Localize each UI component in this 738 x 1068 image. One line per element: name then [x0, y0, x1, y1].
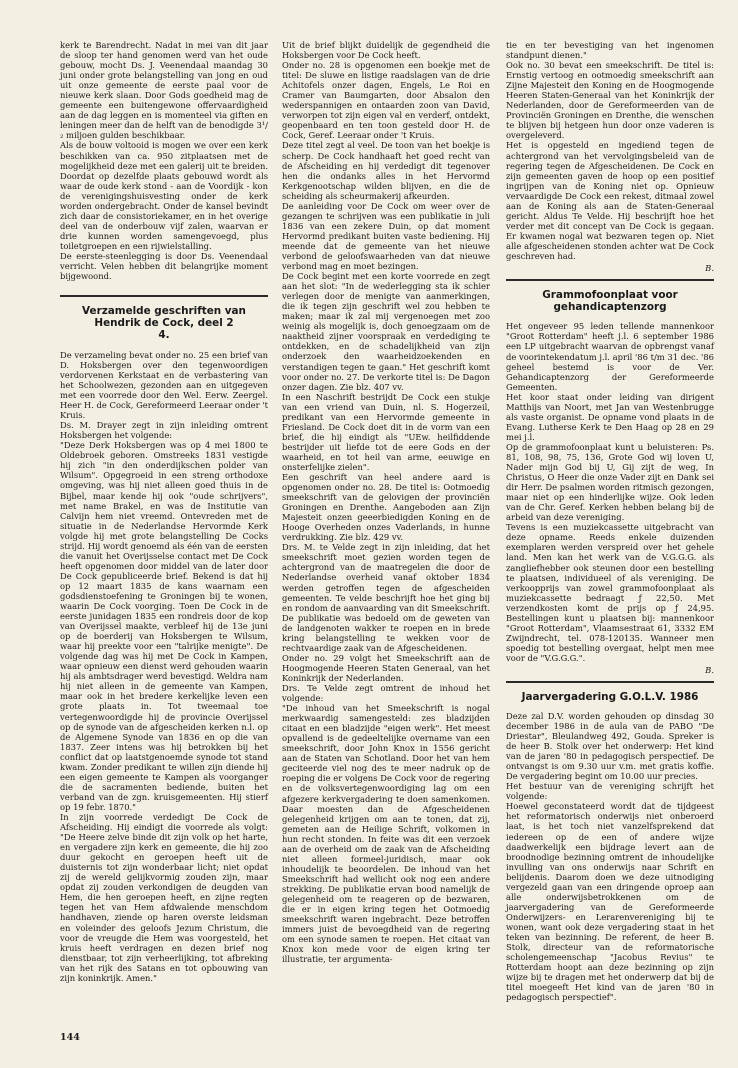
- author-initial: B.: [705, 263, 714, 274]
- paragraph: Het ongeveer 95 leden tellende mannenkoor "Groot Rotterdam" heeft j.l. 6 september 1986 een LP uitgebracht waarvan de opbrengst vanaf de voorintekendatum j.l. april '86 t/m 31 dec. '86 geheel bestemd is voor de Ver. Gehandicaptenzorg der Gereformeerde Gemeenten.: [506, 321, 714, 392]
- column-left: [60, 40, 268, 983]
- paragraph: De eerste-steenlegging is door Ds. Veenendaal verricht. Velen hebben dit belangrijke moment bijgewoond.: [60, 250, 268, 282]
- paragraph: Hoewel geconstateerd wordt dat de tijdgeest het reformatorisch onderwijs niet onberoerd laat, is het toch niet vanzelfsprekend dat iedereen op de een of andere wijze daadwerkelijk een bijdrage levert aan de broodnodige bezinning omtrent de inhoudelijke invulling van ons onderwijs naar Schrift en belijdenis. Daarom doen we deze uitnodiging vergezeld gaan van een dringende oproep aan alle onderwijsbetrokkenen om de jaarvergadering van de Gereformeerde Onderwijzers- en Lerarenvereniging bij te wonen, want ook deze vergadering staat in het teken van bezinning. De referent, de heer B. Stolk, directeur van de reformatorische scholengemeenschap "Jacobus Revius" te Rotterdam hoopt aan deze bezinning op zijn wijze bij te dragen met het onderwerp dat bij de titel moegeeft Het kind van de jaren '80 in pedagogisch perspectief".: [506, 801, 714, 1003]
- paragraph: Tevens is een muziekcassette uitgebracht van deze opname. Reeds enkele duizenden exemplaren werden verspreid over het gehele land. Men kan het werk van de V.G.G.G. als zangliefhebber ook steunen door een bestelling te plaatsen, individueel of als vereniging. De verkoopprijs van zowel grammofoonplaat als muziekcassette bedraagt ƒ 22,50. Met verzendkosten komt de prijs op ƒ 24,95. Bestellingen kunt u plaatsen bij: mannenkoor "Groot Rotterdam", Vlaamsestraat 61, 3332 EM Zwijndrecht, tel. 078-120135. Wanneer men spoedig tot bestelling overgaat, helpt men mee voor de "V.G.G.G.".: [506, 522, 714, 663]
- quoted-paragraph: "De inhoud van het Smeekschrift is nogal merkwaardig samengesteld: zes bladzijden citaat en een bladzijde "eigen werk". Het meest opvallend is de gedeeltelijke overname van een smeekschrift, door John Knox in 1556 gericht aan de Staten van Schotland. Door het van hem geciteerde viel nog des te meer nadruk op de roeping die er volgens De Cock voor de regering en de volksvertegenwoordiging lag om een afgezere kerkvergadering te doen samenkomen. Daar moesten dan de Afgescheidenen gelegenheid krijgen om aan te tonen, dat zij, gemeten aan de Heilige Schrift, volkomen in hun recht stonden. In feite was dit een verzoek aan de overheid om de zaak van de Afscheiding niet alleen formeel-juridisch, maar ook inhoudelijk te beoordelen. De inhoud van het Smeekschrift had wellicht ook nog een andere strekking. De publikatie ervan bood namelijk de gelegenheid om te reageren op de bezwaren, die er in eigen kring tegen het Ootmoedig smeekschrift waren ingebracht. Deze betroffen immers juist de bevoegdheid van de regering om een synode samen te roepen. Het citaat van Knox kon mede voor de eigen kring ter illustratie, ter argumenta-: [282, 703, 490, 965]
- paragraph: Ds. M. Drayer zegt in zijn inleiding omtrent Hoksbergen het volgende:: [60, 420, 268, 441]
- paragraph: Het koor staat onder leiding van dirigent Matthijs van Noort, met Jan van Westenbrugge als vaste organist. De opname vond plaats in de Evang. Lutherse Kerk te Den Haag op 28 en 29 mei j.l.: [506, 391, 714, 442]
- paragraph: Het bestuur van de vereniging schrijft het volgende:: [506, 781, 714, 802]
- quoted-paragraph: "Deze Derk Hoksbergen was op 4 mei 1800 te Oldebroek geboren. Omstreeks 1831 vestigde hij zich "in den onderdijkschen polder van Wilsum". Opgegroeid in een streng orthodoxe omgeving, was hij niet alleen goed thuis in de Bijbel, maar kende hij ook "oude schrijvers", met name Brakel, en was de Institutie van Calvijn hem niet vreemd. Ontevreden met de situatie in de Nederlandse Hervormde Kerk volgde hij met grote belangstelling De Cocks strijd. Hij wordt genoemd als één van de eersten die vanuit het Overijsselse contact met De Cock heeft opgenomen door middel van de later door De Cock gepubliceerde brief. Bekend is dat hij op 12 maart 1835 de kans waarnam een godsdienstoefening te Groningen bij te wonen, waarin De Cock voorging. Toen De Cock in de eerste junidagen 1835 een rondreis door de kop van Overijssel maakte, verbleef hij de 13e juni op de boerderij van Hoksbergen te Wilsum, waar hij preekte voor een "talrijke menigte". De volgende dag was hij met De Cock in Kampen, waar opnieuw een dienst werd gehouden waarin hij als ambtsdrager werd bevestigd. Weldra nam hij niet alleen in de gemeente van Kampen, maar ook in het bredere kerkelijke leven een grote plaats in. Tot tweemaal toe vertegenwoordigde hij de provincie Overijssel op de synode van de afgescheiden kerken n.l. op de Algemene Synode van 1836 en op die van 1837. Zeer intens was hij betrokken bij het conflict dat op laatstgenoemde synode tot stand kwam. Zonder predikant te willen zijn diende hij een eigen gemeente te Kampen als voorganger die de sacramenten bediende, buiten het verband van de zgn. kruisgemeenten. Hij stierf op 19 febr. 1870.": [60, 440, 268, 812]
- paragraph: Als de bouw voltooid is mogen we over een kerk beschikken van ca. 950 zitplaatsen met de mogelijkheid deze met een galerij uit te breiden. Doordat op dezelfde plaats gebouwd wordt als waar de oude kerk stond - aan de Voordijk - kon de verenigingshuisvesting onder de kerk worden ondergebracht. Onder de kansel bevindt zich daar de consistoriekamer, en in het overige deel van de onderbouw vijf zalen, waarvan er drie kunnen worden samengevoegd, plus toiletgroepen en een rijwielstalling.: [60, 140, 268, 251]
- paragraph: Het is opgesteld en ingediend tegen de achtergrond van het vervolgingsbeleid van de regering tegen de Afgescheidenen. De Cock en zijn gemeenten gaven de hoop op een positief ingrijpen van de Koning niet op. Opnieuw vervaardigde De Cock een rekest, ditmaal zowel aan de Koning als aan de Staten-Generaal gericht. Aldus Te Velde. Hij beschrijft hoe het verder met dit concept van De Cock is gegaan. Er kwamen nogal wat bezwaren tegen op. Niet alle afgescheidenen stonden achter wat De Cock geschreven had.: [506, 140, 714, 261]
- article-heading: [60, 305, 268, 342]
- article-heading: Grammofoonplaat voor gehandicaptenzorg: [542, 288, 678, 313]
- paragraph: Onder no. 29 volgt het Smeekschrift aan de Hoogmogende Heeren Staten Generaal, van het Koninkrijk der Nederlanden.: [282, 652, 490, 683]
- paragraph: Een geschrift van heel andere aard is opgenomen onder no. 28. De titel is: Ootmoedig smeekschrift van de gelovigen der provinciën Groningen en Drenthe. Aangeboden aan Zijn Majesteit onzen geeerbiedigden Koning en de Hooge Overheden onzes Vaderlands, in hunne verdrukking. Zie blz. 429 vv.: [282, 472, 490, 543]
- section-divider: [506, 681, 714, 683]
- article-title: Verzamelde geschriften van Hendrik de Cock, deel 2: [82, 304, 246, 330]
- page-number: 144: [60, 1032, 80, 1043]
- paragraph: kerk te Barendrecht. Nadat in mei van dit jaar de sloop ter hand genomen werd van het oude gebouw, mocht Ds. J. Veenendaal maandag 30 juni onder grote belangstelling van jong en oud uit onze gemeente de eerste paal voor de nieuwe kerk slaan. Door Gods goedheid mag de gemeente een buitengewone offervaardigheid aan de dag leggen en is momenteel via giften en leningen meer dan de helft van de benodigde 3¹/₂ miljoen gulden beschikbaar.: [60, 40, 268, 141]
- column-right: [506, 40, 714, 1002]
- paragraph: Onder no. 28 is opgenomen een boekje met de titel: De sluwe en listige raadslagen van de drie Achitofels onzer dagen, Engels, Le Roi en Cramer van Baumgarten, door Absalon den wederspannigen en ontaarden zoon van David, verworpen tot zijn eigen val en verderf, ontdekt, geopenbaard en ten toon gesteld door H. de Cock, Geref. Leeraar onder 't Kruis.: [282, 60, 490, 141]
- author-initial: B.: [705, 664, 714, 675]
- article-part-number: 4.: [158, 329, 170, 342]
- paragraph: De aanleiding voor De Cock om weer over de gezangen te schrijven was een publikatie in juli 1836 van een zekere Duin, op dat moment Hervormd predikant buiten vaste bediening. Hij meende dat de gemeente van het nieuwe verbond de geloofswaarheden van dat nieuwe verbond mag en moet bezingen.: [282, 200, 490, 272]
- paragraph: Uit de brief blijkt duidelijk de gegendheid die Hoksbergen voor De Cock heeft.: [282, 40, 490, 61]
- section-divider: [60, 295, 268, 297]
- paragraph: Drs. M. te Velde zegt in zijn inleiding, dat het smeekschrift moet gezien worden tegen de achtergrond van de maatregelen die door de Nederlandse overheid vanaf oktober 1834 werden getroffen tegen de afgescheiden gemeenten. Te velde beschrijft hoe het ging bij en rondom de aanvaarding van dit Smeekschrift. De publikatie was bedoeld om de geweten van de landgenoten wakker te roepen en in brede kring belangstelling te wekken voor de rechtvaardige zaak van de Afgescheidenen.: [282, 542, 490, 653]
- paragraph: Deze titel zegt al veel. De toon van het boekje is scherp. De Cock handhaaft het goed recht van de Afscheiding en hij verdedigt dit tegenover hen die ondanks alles in het Hervormd Kerkgenootschap wilden blijven, en die de scheiding als scheurmakerij afkeurden.: [282, 140, 490, 201]
- paragraph: Ook no. 30 bevat een smeekschrift. De titel is: Ernstig vertoog en ootmoedig smeekschrift aan Zijne Majesteit den Koning en de Hoogmogende Heeren Staten-Generaal van het Koninkrijk der Nederlanden, door de Gereformeerden van de Provinciën Groningen en Drenthe, die wenschen te blijven bij hetgeen hun door onze vaderen is overgeleverd.: [506, 60, 714, 141]
- paragraph: Drs. Te Velde zegt omtrent de inhoud het volgende:: [282, 683, 490, 704]
- paragraph: tie en ter bevestiging van het ingenomen standpunt dienen.": [506, 40, 714, 61]
- column-middle: [282, 40, 490, 964]
- section-divider: [506, 279, 714, 281]
- paragraph: In een Naschrift bestrijdt De Cock een stukje van een vriend van Duin, nl. S. Hogerzeil, predikant van een Hervormde gemeente in Friesland. De Cock doet dit in de vorm van een brief, die hij eindigt als "UEw. heilfiddende bestrijder uit liefde tot de eere Gods en der waarheid, en tot heil van arme, eeuwige en onsterfelijke zielen".: [282, 391, 490, 472]
- paragraph: De verzameling bevat onder no. 25 een brief van D. Hoksbergen over den tegenwoordigen verdorvenen Kerkstaat en de verbastering van het Schoolwezen, gezonden aan en uitgegeven met een voorrede door den Wel. Eerw. Zeergel. Heer H. de Cock, Gereformeerd Leeraar onder 't Kruis.: [60, 349, 268, 421]
- paragraph: Deze zal D.V. worden gehouden op dinsdag 30 december 1986 in de aula van de PABO "De Driestar", Bleulandweg 492, Gouda. Spreker is de heer B. Stolk over het onderwerp: Het kind van de jaren '80 in pedagogisch perspectief. De ontvangst is om 9.30 uur v.m. met gratis koffie. De vergadering begint om 10.00 uur precies.: [506, 710, 714, 782]
- paragraph: In zijn voorrede verdedigt De Cock de Afscheiding. Hij eindigt die voorrede als volgt: "De Heere zelve binde dit zijn volk op het harte, en vergadere zijn kerk en gemeente, die hij zoo duur gekocht en geroepen heeft uit de duisternis tot zijn wonderbaar licht; niet opdat zij de wereld gelijkvormig zouden zijn, maar opdat zij zouden verkondigen de deugden van Hem, die hen geroepen heeft, en zijne regten tegen het van Hem afdwalende menschdom handhaven, ziende op haren overste leidsman en voleinder des geloofs Jezum Christum, die voor de vreugde die Hem was voorgesteld, het kruis heeft verdragen en dezen brief nog dienstbaar, tot zijn verheerlijking, tot afbreking van het rijk des Satans en tot opbouwing van zijn koninkrijk. Amen.": [60, 812, 268, 983]
- paragraph: Op de grammofoonplaat kunt u beluisteren: Ps. 81, 108, 98, 75, 136, Grote God wij loven U, Nader mijn God bij U, Gij zijt de weg, In Christus, O Heer die onze Vader zijt en Dank sei dir Herr. De psalmen worden ritmisch gezongen, maar niet op een hinderlijke wijze. Ook leden van de Chr. Geref. Kerken hebben belang bij de arbeid van deze vereniging.: [506, 441, 714, 523]
- paragraph: De Cock begint met een korte voorrede en zegt aan het slot: "In de wederlegging sta ik schier verlegen door de menigte van aanmerkingen, die ik tegen zijn geschrift wel zou hebben te maken; maar ik zal mij vergenoegen met zoo weinig als mogelijk is, doch genoegzaam om de naaktheid zijner voorspraak en verdediging te ontdekken, en de schadelijkheid van zijn onderzoek den waarheidzoekenden en verstandigen tegen te gaan." Het geschrift komt voor onder no. 27. De verkorte titel is: De Dagon onzer dagen. Zie blz. 407 vv.: [282, 271, 490, 392]
- article-heading: Jaarvergadering G.O.L.V. 1986: [521, 690, 699, 703]
